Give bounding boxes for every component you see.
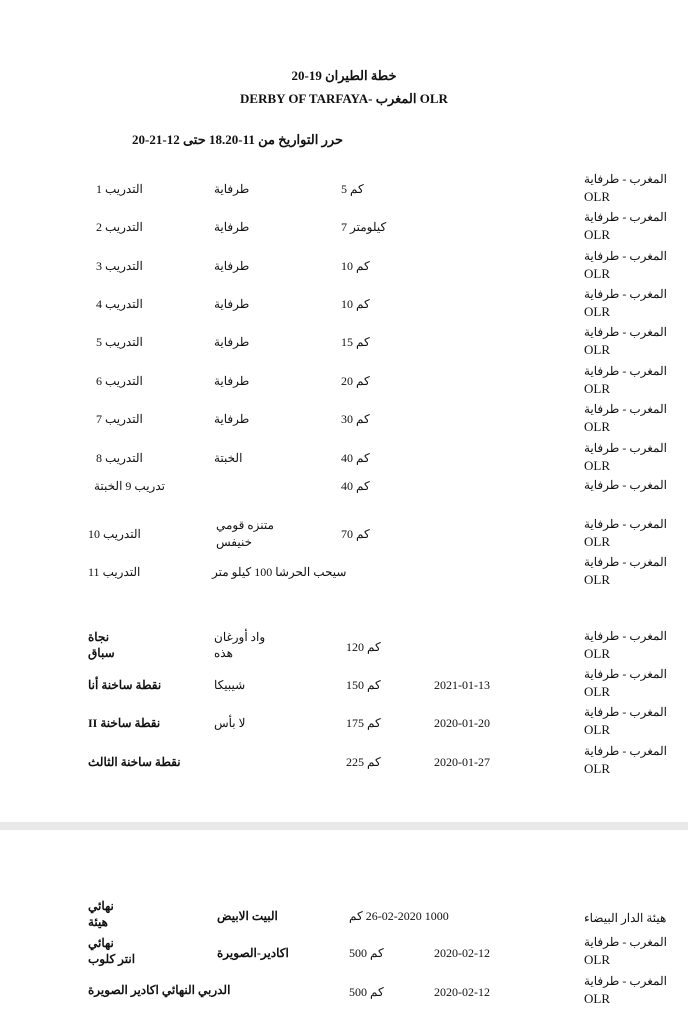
location-text: المغرب - طرفاية bbox=[584, 555, 667, 569]
final-distance: 1000 26-02-2020 كم bbox=[349, 909, 449, 923]
location-text: المغرب - طرفاية bbox=[584, 441, 667, 455]
training-10-place-line2: خنيفس bbox=[216, 535, 253, 549]
row-location bbox=[584, 171, 674, 206]
training-name: التدريب 7 bbox=[96, 412, 143, 426]
race-distance: كم 225 bbox=[346, 755, 381, 769]
row-location bbox=[584, 666, 674, 701]
race-date: 2020-01-20 bbox=[434, 716, 490, 730]
training-distance: كم 30 bbox=[341, 412, 370, 426]
row-location bbox=[584, 209, 674, 244]
row-location bbox=[584, 910, 674, 926]
row-location bbox=[584, 440, 674, 475]
training-name: التدريب 1 bbox=[96, 182, 143, 196]
training-place: الخبتة bbox=[214, 451, 243, 465]
location-text: المغرب - طرفاية bbox=[584, 287, 667, 301]
final-place: اكادير-الصويرة bbox=[217, 946, 289, 960]
location-code: OLR bbox=[584, 227, 610, 242]
final-name-line2: انتر كلوب bbox=[88, 952, 136, 966]
location-text: المغرب - طرفاية bbox=[584, 974, 667, 988]
training-name: التدريب 3 bbox=[96, 259, 143, 273]
location-text: المغرب - طرفاية bbox=[584, 325, 667, 339]
location-code: OLR bbox=[584, 342, 610, 357]
location-text: المغرب - طرفاية bbox=[584, 249, 667, 263]
training-place: طرفاية bbox=[214, 182, 250, 196]
training-10-place-line1: متنزه قومي bbox=[216, 518, 274, 532]
location-code: OLR bbox=[584, 381, 610, 396]
row-location bbox=[584, 934, 674, 969]
training-name: التدريب 8 bbox=[96, 451, 143, 465]
training-9-location bbox=[584, 477, 674, 493]
row-location bbox=[584, 743, 674, 778]
race-date: 2021-01-13 bbox=[434, 678, 490, 692]
location-text: المغرب - طرفاية bbox=[584, 517, 667, 531]
training-distance: كم 5 bbox=[341, 182, 364, 196]
final-name-line1: نهائي bbox=[88, 936, 114, 950]
training-11-place: سيحب الحرشا 100 كيلو متر bbox=[212, 565, 347, 579]
location-code: OLR bbox=[584, 419, 610, 434]
location-text: المغرب - طرفاية bbox=[584, 210, 667, 224]
training-name: التدريب 4 bbox=[96, 297, 143, 311]
row-location bbox=[584, 401, 674, 436]
race-place-line2: هذه bbox=[214, 646, 233, 660]
row-location bbox=[584, 973, 674, 1008]
race-name-line2: سباق bbox=[88, 646, 115, 660]
training-distance: كم 20 bbox=[341, 374, 370, 388]
location-text: المغرب - طرفاية bbox=[584, 705, 667, 719]
training-place: طرفاية bbox=[214, 259, 250, 273]
race-place: لا بأس bbox=[214, 716, 246, 730]
training-distance: كم 15 bbox=[341, 335, 370, 349]
race-name-line1: نجاة bbox=[88, 630, 110, 644]
date-range: حرر التواريخ من 11-18.20 حتى 12-21-20 bbox=[132, 132, 344, 147]
training-place: طرفاية bbox=[214, 297, 250, 311]
location-text: هيئة الدار البيضاء bbox=[584, 911, 667, 925]
location-code: OLR bbox=[584, 534, 610, 549]
location-code: OLR bbox=[584, 761, 610, 776]
location-text: المغرب - طرفاية bbox=[584, 667, 667, 681]
training-name: التدريب 6 bbox=[96, 374, 143, 388]
final-place: البيت الابيض bbox=[217, 909, 278, 923]
training-10-distance: كم 70 bbox=[341, 527, 370, 541]
training-distance: كم 40 bbox=[341, 451, 370, 465]
final-name-line1: نهائي bbox=[88, 899, 114, 913]
training-11-name: التدريب 11 bbox=[88, 565, 141, 579]
final-distance: كم 500 bbox=[349, 946, 384, 960]
location-code: OLR bbox=[584, 952, 610, 967]
race-name: II نقطة ساخنة bbox=[88, 716, 161, 730]
row-location bbox=[584, 363, 674, 398]
location-code: OLR bbox=[584, 304, 610, 319]
plan-subtitle: DERBY OF TARFAYA- المغرب OLR bbox=[240, 91, 448, 106]
row-location bbox=[584, 248, 674, 283]
training-11-location bbox=[584, 554, 674, 589]
location-code: OLR bbox=[584, 646, 610, 661]
final-name: الدربي النهائي اكادير الصويرة bbox=[88, 983, 231, 997]
row-location bbox=[584, 628, 674, 663]
location-code: OLR bbox=[584, 722, 610, 737]
row-location bbox=[584, 704, 674, 739]
race-distance: كم 120 bbox=[346, 640, 381, 654]
race-distance: كم 175 bbox=[346, 716, 381, 730]
training-name: التدريب 2 bbox=[96, 220, 143, 234]
location-text: المغرب - طرفاية bbox=[584, 935, 667, 949]
document-page-2 bbox=[0, 830, 688, 1032]
training-distance: كيلومتر 7 bbox=[341, 220, 387, 234]
training-place: طرفاية bbox=[214, 220, 250, 234]
race-distance: كم 150 bbox=[346, 678, 381, 692]
location-text: المغرب - طرفاية bbox=[584, 629, 667, 643]
training-distance: كم 10 bbox=[341, 297, 370, 311]
location-text: المغرب - طرفاية bbox=[584, 744, 667, 758]
training-name: التدريب 5 bbox=[96, 335, 143, 349]
race-name: نقطة ساخنة الثالث bbox=[88, 755, 181, 769]
training-distance: كم 10 bbox=[341, 259, 370, 273]
location-text: المغرب - طرفاية bbox=[584, 364, 667, 378]
final-name-line2: هيئة bbox=[88, 915, 109, 929]
training-9-distance: كم 40 bbox=[341, 479, 370, 493]
final-date: 2020-02-12 bbox=[434, 985, 490, 999]
training-10-location bbox=[584, 516, 674, 551]
final-distance: كم 500 bbox=[349, 985, 384, 999]
race-place: شيبيكا bbox=[214, 678, 246, 692]
location-code: OLR bbox=[584, 572, 610, 587]
location-code: OLR bbox=[584, 266, 610, 281]
training-10-name: التدريب 10 bbox=[88, 527, 141, 541]
training-place: طرفاية bbox=[214, 412, 250, 426]
race-place-line1: واد أورغان bbox=[214, 630, 266, 644]
location-text: المغرب - طرفاية bbox=[584, 478, 667, 492]
location-code: OLR bbox=[584, 991, 610, 1006]
row-location bbox=[584, 324, 674, 359]
training-9-name: تدريب 9 الخبتة bbox=[94, 479, 165, 493]
final-date: 2020-02-12 bbox=[434, 946, 490, 960]
location-code: OLR bbox=[584, 189, 610, 204]
location-code: OLR bbox=[584, 684, 610, 699]
race-date: 2020-01-27 bbox=[434, 755, 490, 769]
training-place: طرفاية bbox=[214, 374, 250, 388]
location-code: OLR bbox=[584, 458, 610, 473]
training-place: طرفاية bbox=[214, 335, 250, 349]
location-text: المغرب - طرفاية bbox=[584, 402, 667, 416]
plan-title: خطة الطيران 19-20 bbox=[291, 68, 397, 83]
race-name: نقطة ساخنة أنا bbox=[88, 678, 162, 692]
row-location bbox=[584, 286, 674, 321]
location-text: المغرب - طرفاية bbox=[584, 172, 667, 186]
